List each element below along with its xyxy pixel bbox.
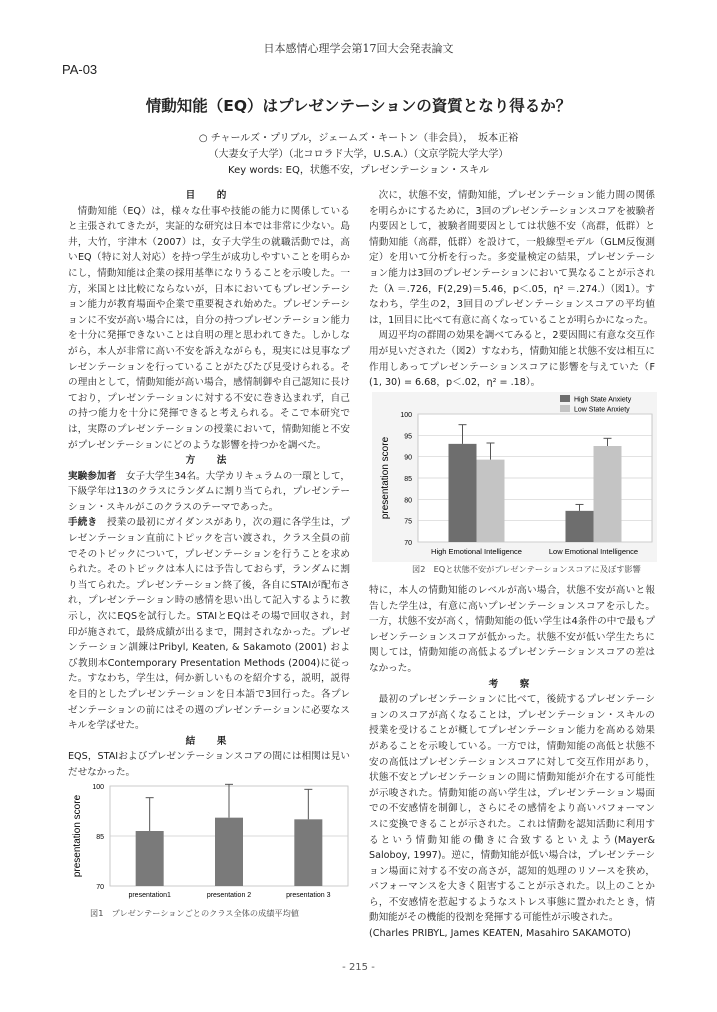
figure-2-caption: 図2 EQと状態不安がプレゼンテーションスコアに及ぼす影響 <box>412 564 641 574</box>
y-tick-label: 70 <box>404 540 412 547</box>
figure-1-caption: 図1 プレゼンテーションごとのクラス全体の成績平均値 <box>90 908 299 918</box>
y-tick-label: 75 <box>404 518 412 526</box>
discussion-paragraph: 最初のプレゼンテーションに比べて，後続するプレゼンテーションのスコアが高くなることは，プレゼンテーション・スキルの授業を受けることが概してプレゼンテーション能力を高める効果があることを示唆している。一方では，情動知能の高低と状態不安の高低はプレゼンテーションスコアに対して交互作用があり，状態不安とプレゼンテーションの間に情動知能が介在する可能性が示唆された。情動知能の高い学生は，プレゼンテーション場面での不安感情を制御し，さらにその感情をより高いパフォーマンスに変換できることが示された。これは情動を認知活動に利用するという情動知能の働きに合致するといえよう(Mayer& Saloboy, 1997)。逆に，情動知能が低い場合は，プレゼンテーション場面に対する不安の高さが，認知的処理のリソースを狭め，パフォーマンスを大きく阻害することが示された。以上のことから，不安感情を惹起するようなストレス事態に置かれたとき，情動知能がその機能的役割を発揮する可能性が示唆された。 <box>369 694 655 924</box>
y-tick-label: 90 <box>404 454 412 462</box>
bar <box>566 511 594 542</box>
conference-header: 日本感情心理学会第17回大会発表論文 <box>263 42 454 55</box>
right-column-top <box>369 188 655 391</box>
y-tick-label: 70 <box>96 884 104 891</box>
figure-2-chart <box>372 392 657 562</box>
participants-paragraph <box>68 469 350 516</box>
x-tick-label: presentation1 <box>128 892 171 899</box>
paper-title: 情動知能（EQ）はプレゼンテーションの資質となり得るか？ <box>145 97 572 115</box>
legend-swatch <box>560 405 570 412</box>
bar <box>477 460 505 542</box>
keywords: Key words: EQ，状態不安，プレゼンテーション・スキル <box>228 165 489 176</box>
section-heading-method: 方 法 <box>185 455 233 467</box>
figure-1-chart <box>66 772 352 920</box>
y-tick-label: 80 <box>404 497 412 505</box>
bar <box>136 831 164 886</box>
procedure-label: 手続き <box>68 517 98 529</box>
results-paragraph: EQS，STAIおよびプレゼンテーションスコアの間には相関は見いだせなかった。 <box>68 751 350 778</box>
bar <box>594 446 622 542</box>
section-heading-discussion: 考 察 <box>488 678 536 690</box>
bar <box>294 819 322 886</box>
participants-label: 実験参加者 <box>68 470 117 482</box>
results-detail-paragraph: 特に，本人の情動知能のレベルが高い場合，状態不安が高いと報告した学生は，有意に高いプレゼンテーションスコアを示した。一方，状態不安が高く，情動知能の低い学生は4条件の中で最もプレゼンテーションスコアが低かった。状態不安が低い学生たちに関しては，情動知能の高低よるプレゼンテーションスコアの差はなかった。 <box>369 585 655 674</box>
purpose-paragraph: 情動知能（EQ）は，様々な仕事や技能の能力に関係していると主張されてきたが，実証的な研究は日本では非常に少ない。島井，大竹，宇津木（2007）は，女子大学生の就職活動では，高いEQ（特に対人対応）を持つ学生が成功しやすいことを明らかにし，情動知能は企業の採用基準になりうることを示唆した。一方，米国とは比較にならないが，日本においてもプレゼンテーション能力が教育場面や企業で重要視され始めた。プレゼンテーションに不安が高い場合には，自分の持つプレゼンテーション能力を十分に発揮できないことは自明の理と思われてきた。しかしながら，本人が非常に高い不安を訴えながらも，現実には見事なプレゼンテーションを行っていることがたびたび見受けられる。その理由として，情動知能が高い場合，感情制御や自己認知に長けており，プレゼンテーションに対する不安に巻き込まれず，自己の持つ能力を十分に発揮できると考えられる。そこで本研究では，実際のプレゼンテーションの授業において，情動知能と不安がプレゼンテーションにどのような影響を持つかを調べた。 <box>68 205 350 451</box>
bar <box>215 818 243 886</box>
section-heading-purpose: 目 的 <box>185 190 233 201</box>
bar <box>449 444 477 542</box>
legend-swatch <box>560 395 570 402</box>
affiliations: （大妻女子大学）（北コロラド大学，U.S.A.）（文京学院大学大学） <box>208 149 509 160</box>
y-tick-label: 100 <box>92 784 104 791</box>
results-interaction-paragraph: 周辺平均の群間の効果を調べてみると，2要因間に有意な交互作用が見いだされた（図2）すなわち，情動知能と状態不安は相互に作用しあってプレゼンテーションスコアに影響を与えていた（F (1, 30) = 6.68，p＜.02，η² = .18）。 <box>369 330 655 389</box>
page-number: - 215 - <box>342 962 375 973</box>
section-heading-results: 結 果 <box>185 735 233 747</box>
procedure-text: 授業の最初にガイダンスがあり，次の週に各学生は，プレゼンテーション直前にトピックを言い渡され，クラス全員の前でそのトピックについて，プレゼンテーションを行うことを求められた。そのトピックは本人には予告しておらず，ランダムに割り当てられた。プレゼンテーション終了後，各自にSTAIが配布され，プレゼンテーション時の感情を思い出して記入するように教示し，次にEQSを試行した。STAIとEQはその場で回収され，封印が施されて，最終成績が出るまで，開封されなかった。プレゼンテーション訓練はPribyl, Keaten, & Sakamoto (2001) および教則本Contemporary Presentation Methods (2004)に従った。すなわち，学生は，何か新しいものを紹介する，説明，説得を目的としたプレゼンテーションを日本語で3回行った。各プレゼンテーションの前にはその週のプレゼンテーションに必要なスキルを学ばせた。 <box>68 517 351 732</box>
x-tick-label: presentation 3 <box>286 892 331 899</box>
author-signature: (Charles PRIBYL, James KEATEN, Masahiro SAKAMOTO) <box>369 928 631 940</box>
poster-id: PA-03 <box>62 62 98 77</box>
x-tick-label: High Emotional Intelligence <box>431 547 522 556</box>
y-axis-label: presentation score <box>72 794 83 878</box>
left-column <box>68 188 350 781</box>
participants-text: 女子大学生34名。大学カリキュラムの一環として，下級学年は13のクラスにランダムに割り当てられ，プレゼンテーション・スキルがこのクラスのテーマであった。 <box>68 470 351 513</box>
y-axis-label: presentation score <box>380 436 391 520</box>
legend-label: Low State Anxiety <box>574 406 630 414</box>
results-multivariate-paragraph: 次に，状態不安，情動知能，プレゼンテーション能力間の関係を明らかにするために，3回のプレゼンテーションスコアを被験者内要因として，被験者間要因としては状態不安（高群，低群）と情動知能（高群，低群）を設けて，一般線型モデル（GLM反復測定）を用いて分析を行った。多変量検定の結果，プレゼンテーション能力は3回のプレゼンテーションにおいて異なることが示された（λ ＝.726，F(2,29)＝5.46，p＜.05，η² ＝.274.）（図1）。すなわち，学生の2，3回目のプレゼンテーションスコアの平均値は，1回目に比べて有意に高くなっていることが明らかになった。 <box>369 190 655 326</box>
legend-label: High State Anxiety <box>574 396 632 404</box>
x-tick-label: presentation 2 <box>206 892 252 899</box>
y-tick-label: 95 <box>404 433 412 441</box>
authors: ○ チャールズ・プリブル，ジェームズ・キートン（非会員）， 坂本正裕 <box>198 133 519 144</box>
y-tick-label: 100 <box>400 412 412 419</box>
y-tick-label: 85 <box>96 834 104 841</box>
x-tick-label: Low Emotional Intelligence <box>548 547 639 556</box>
right-column-bottom <box>369 583 655 942</box>
y-tick-label: 85 <box>404 476 412 483</box>
procedure-paragraph <box>68 515 350 733</box>
